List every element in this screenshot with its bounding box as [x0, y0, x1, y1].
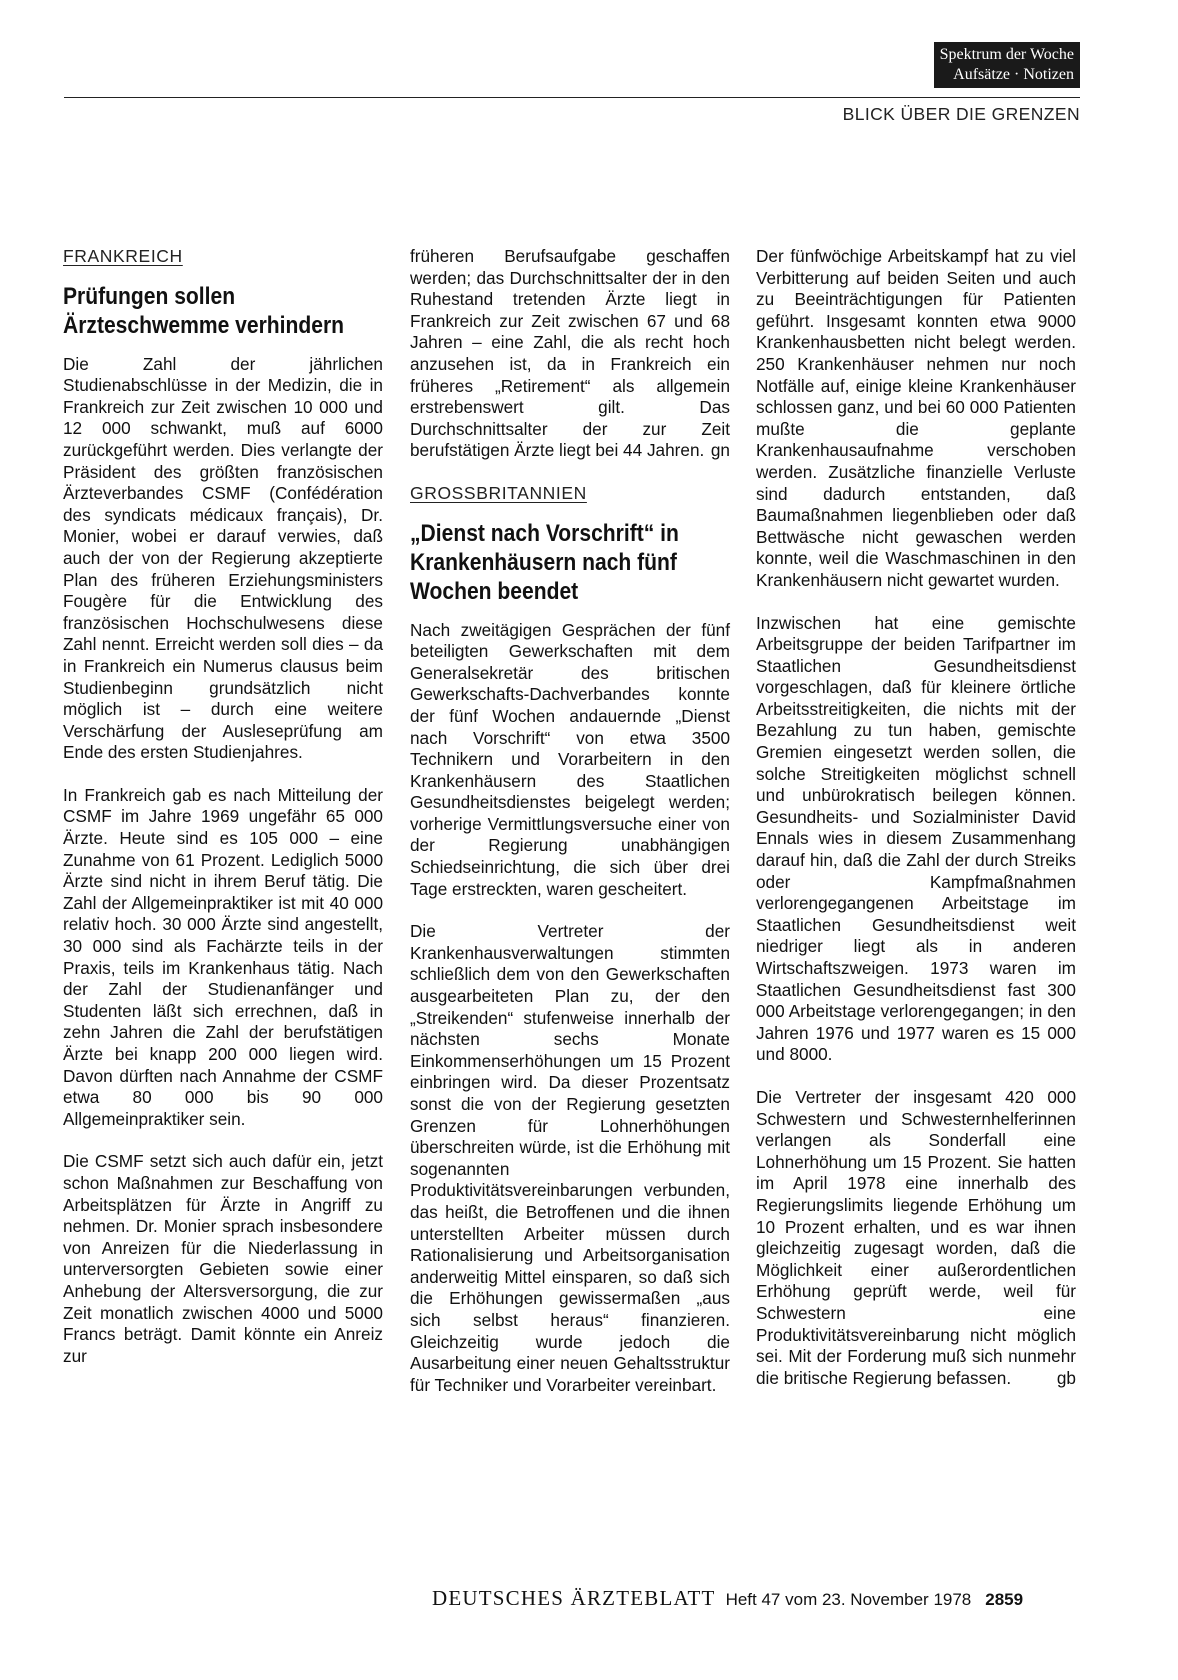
masthead-line-2: Aufsätze · Notizen [953, 66, 1074, 83]
article-1-headline: Prüfungen sollen Ärzteschwemme verhindern [63, 282, 345, 339]
article-1-paragraph-1: Die Zahl der jährlichen Studienabschlüsse in der Medizin, die in Frankreich zur Zeit zwischen 10 000 und 12 000 schwankt, muß auf 6000 zurückgeführt werden. Dies verlangte der Präsident des größten französischen Ärzteverbandes CSMF (Confédération des syndicats médicaux français), Dr. Monier, wobei er darauf verwies, daß auch der von der Regierung akzeptierte Plan des früheren Erziehungsministers Fougère für die Entwicklung des französischen Hochschulwesens diese Zahl nennt. Erreicht werden soll dies – da in Frankreich ein Numerus clausus beim Studienbeginn grundsätzlich nicht möglich ist – durch eine weitere Verschärfung der Ausleseprüfung am Ende des ersten Studienjahres. [63, 353, 383, 763]
article-2-paragraph-1: Nach zweitägigen Gesprächen der fünf beteiligten Gewerkschaften mit dem Generalsekretär des britischen Gewerkschafts-Dachverbandes konnte der fünf Wochen andauernde „Dienst nach Vorschrift“ von etwa 3500 Technikern und Vorarbeitern in den Krankenhäusern des Staatlichen Gesundheitsdienstes beigelegt werden; vorherige Vermittlungsversuche einer von der Regierung unabhängigen Schiedseinrichtung, die sich über drei Tage erstreckten, waren gescheitert. [410, 619, 730, 899]
article-2-paragraph-5-text: Die Vertreter der insgesamt 420 000 Schwestern und Schwesternhelferinnen verlangen als Sonderfall eine Lohnerhöhung um 15 Prozent. Sie hatten im April 1978 eine innerhalb des Regierungslimits liegende Erhöhung um 10 Prozent erhalten, und es war ihnen gleichzeitig zugesagt worden, daß die Möglichkeit einer außerordentlichen Erhöhung geprüft werde, weil für Schwestern eine Produktivitätsvereinbarung nicht möglich sei. Mit der Forderung muß sich nunmehr die britische Regierung befassen. [756, 1086, 1076, 1388]
column-1 [63, 246, 383, 1388]
top-divider [64, 97, 1080, 98]
article-1-signoff: gn [710, 440, 730, 461]
section-masthead [934, 42, 1080, 88]
article-2-paragraph-5 [756, 1087, 1076, 1389]
column-2 [410, 246, 730, 1417]
article-2-signoff: gb [1056, 1367, 1076, 1388]
journal-name: DEUTSCHES ÄRZTEBLATT [432, 1586, 716, 1610]
article-1-paragraph-2: In Frankreich gab es nach Mitteilung der CSMF im Jahre 1969 ungefähr 65 000 Ärzte. Heute sind es 105 000 – eine Zunahme von 61 Prozent. Lediglich 5000 Ärzte sind nicht in ihrem Beruf tätig. Die Zahl der Allgemeinpraktiker ist mit 40 000 relativ hoch. 30 000 Ärzte sind angestellt, 30 000 sind als Fachärzte teils in der Praxis, teils im Krankenhaus tätig. Nach der Zahl der Studienanfänger und Studenten läßt sich errechnen, daß in zehn Jahren die Zahl der berufstätigen Ärzte bei knapp 200 000 liegen wird. Davon dürften nach Annahme der CSMF etwa 80 000 bis 90 000 Allgemeinpraktiker sein. [63, 784, 383, 1129]
article-2-paragraph-2: Die Vertreter der Krankenhausverwaltungen stimmten schließlich dem von den Gewerkschaften ausgearbeiteten Plan zu, der den „Streikenden“ stufenweise innerhalb der nächsten sechs Monate Einkommenserhöhungen um 15 Prozent einbringen wird. Da dieser Prozentsatz sonst die von der Regierung gesetzten Grenzen für Lohnerhöhungen überschreiten würde, ist die Erhöhung mit sogenannten Produktivitätsvereinbarungen verbunden, das heißt, die Betroffenen und die ihnen unterstellten Arbeiter müssen durch Rationalisierung und Arbeitsorganisation anderweitig Mittel einsparen, so daß sich die Erhöhungen gewissermaßen „aus sich selbst heraus“ finanzieren. Gleichzeitig wurde jedoch die Ausarbeitung einer neuen Gehaltsstruktur für Techniker und Vorarbeiter vereinbart. [410, 921, 730, 1395]
section-label-grossbritannien: GROSSBRITANNIEN [410, 482, 587, 503]
section-label-frankreich: FRANKREICH [63, 246, 183, 266]
issue-info: Heft 47 vom 23. November 1978 [725, 1590, 972, 1609]
article-2-paragraph-4: Inzwischen hat eine gemischte Arbeitsgruppe der beiden Tarifpartner im Staatlichen Gesundheitsdienst vorgeschlagen, daß für kleinere örtliche Arbeitsstreitigkeiten, die nichts mit der Bezahlung zu tun haben, gemischte Gremien eingesetzt werden sollen, die solche Streitigkeiten möglichst schnell und unbürokratisch beilegen können. Gesundheits- und Sozialminister David Ennals wies in diesem Zusammenhang darauf hin, daß die Zahl der durch Streiks oder Kampfmaßnahmen verlorengegangenen Arbeitstage im Staatlichen Gesundheitsdienst weit niedriger liegt als in anderen Wirtschaftszweigen. 1973 waren im Staatlichen Gesundheitsdienst fast 300 000 Arbeitstage verlorengegangen; in den Jahren 1976 und 1977 waren es 15 000 und 8000. [756, 612, 1076, 1065]
page-number: 2859 [985, 1590, 1024, 1609]
article-1-paragraph-3: Die CSMF setzt sich auch dafür ein, jetzt schon Maßnahmen zur Beschaffung von Arbeitsplätzen für Ärzte in Angriff zu nehmen. Dr. Monier sprach insbesondere von Anreizen für die Niederlassung in unterversorgten Gebieten sowie einer Anhebung der Altersversorgung, die zur Zeit monatlich zwischen 4000 und 5000 Francs beträgt. Damit könnte ein Anreiz zur [63, 1151, 383, 1366]
rubric-title: BLICK ÜBER DIE GRENZEN [842, 104, 1080, 124]
column-3 [756, 246, 1076, 1410]
article-2-paragraph-3: Der fünfwöchige Arbeitskampf hat zu viel Verbitterung auf beiden Seiten und auch zu Beeinträchtigungen für Patienten geführt. Insgesamt konnten etwa 9000 Krankenhausbetten nicht belegt werden. 250 Krankenhäuser nehmen nur noch Notfälle auf, einige kleine Krankenhäuser schlossen ganz, und bei 60 000 Patienten mußte die geplante Krankenhausaufnahme verschoben werden. Zusätzliche finanzielle Verluste sind dadurch entstanden, daß Baumaßnahmen liegenblieben oder daß Bettwäsche nicht gewaschen werden konnte, weil die Waschmaschinen in den Krankenhäusern nicht gewartet wurden. [756, 246, 1076, 590]
article-1-paragraph-3-continued: früheren Berufsaufgabe geschaffen werden; das Durchschnittsalter der in den Ruhestand tretenden Ärzte liegt in Frankreich zur Zeit zwischen 67 und 68 Jahren – eine Zahl, die als recht hoch anzusehen ist, da in Frankreich ein früheres „Retirement“ als allgemein erstrebenswert gilt. Das Durchschnittsalter der zur Zeit berufstätigen Ärzte liegt bei 44 Jahren. gn [410, 246, 730, 461]
masthead-line-1: Spektrum der Woche [939, 46, 1074, 63]
page-footer [432, 1586, 1023, 1611]
article-2-headline: „Dienst nach Vorschrift“ in Krankenhäusern nach fünf Wochen beendet [410, 519, 679, 605]
